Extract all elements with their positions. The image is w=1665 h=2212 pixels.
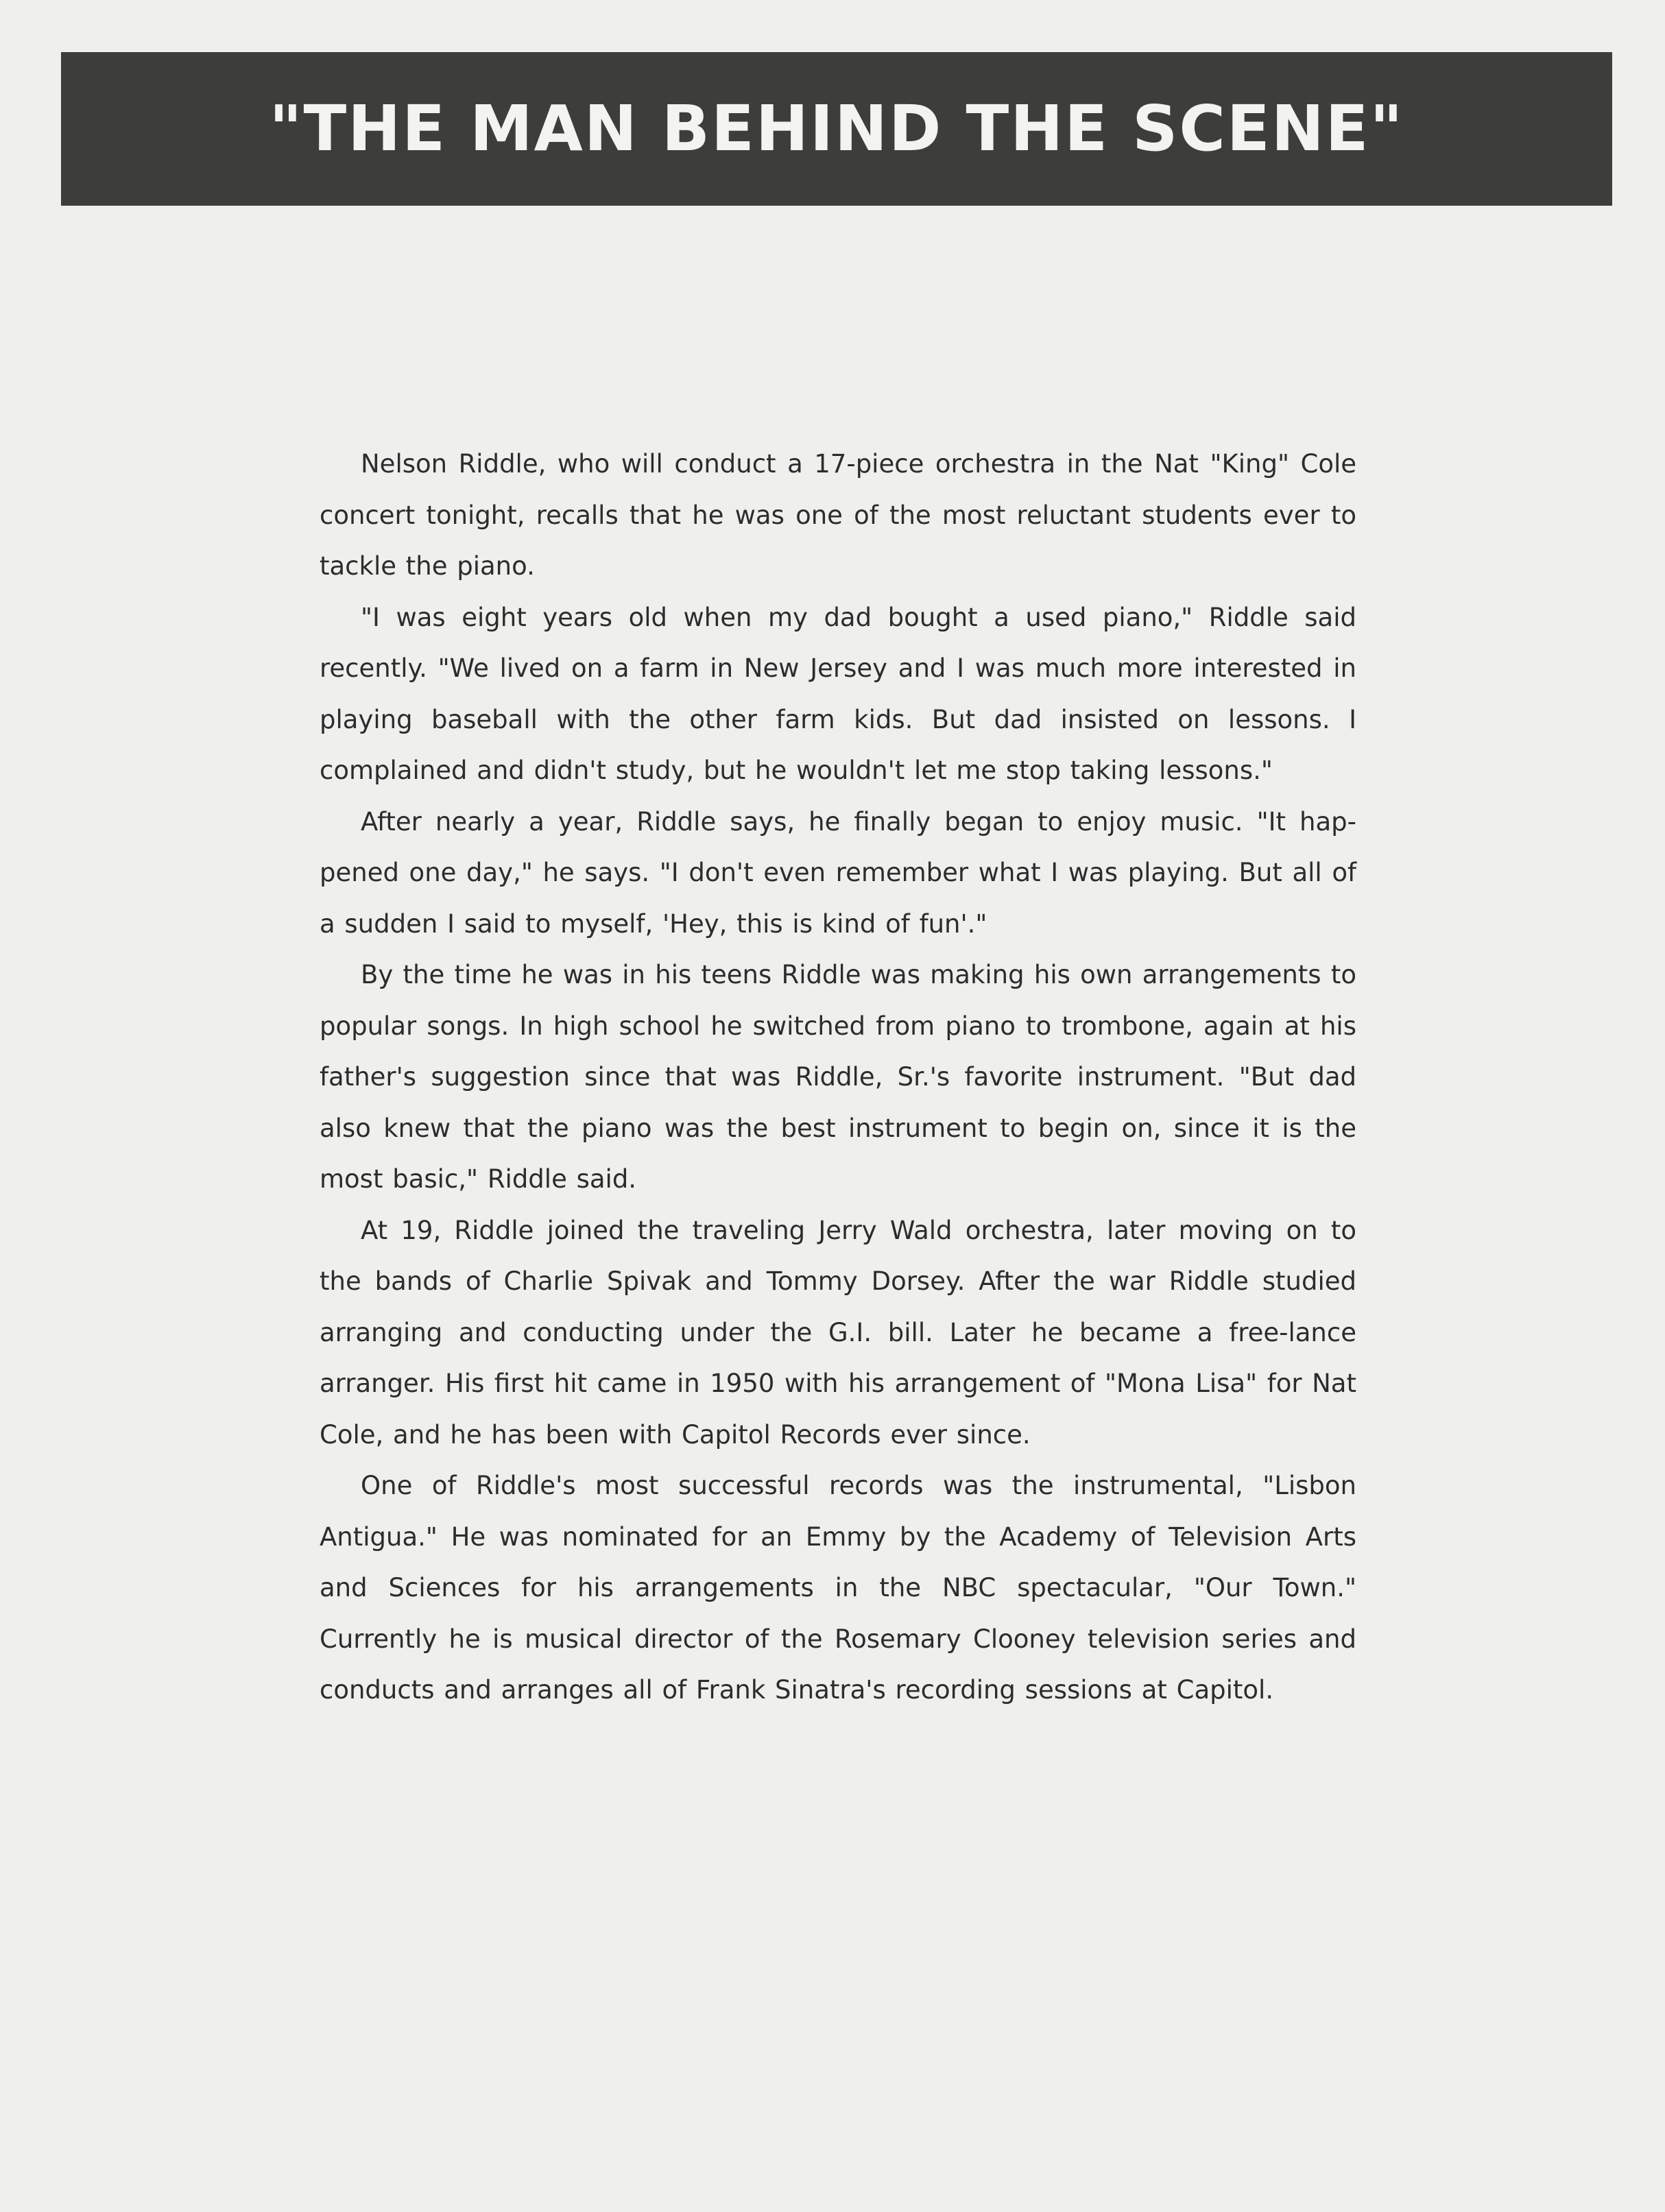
paragraph: After nearly a year, Riddle says, he finally began to enjoy music. "It hap-pened one day," he says. "I don't even remember what I was playing. But all of a sudden I said to myself, 'Hey, this is kind of fun'." (320, 806, 1356, 939)
page-title: "THE MAN BEHIND THE SCENE" (269, 92, 1404, 165)
article-body (320, 439, 1356, 1716)
paragraph: "I was eight years old when my dad bought a used piano," Riddle said recently. "We lived on a farm in New Jersey and I was much more interested in playing baseball with the other farm kids. But dad insisted on lessons. I complained and didn't study, but he wouldn't let me stop taking lessons." (320, 602, 1356, 785)
paragraph: Nelson Riddle, who will conduct a 17-piece orchestra in the Nat "King" Cole concert tonight, recalls that he was one of the most reluctant students ever to tackle the piano. (320, 449, 1356, 581)
title-banner (61, 52, 1612, 206)
paragraph: At 19, Riddle joined the traveling Jerry Wald orchestra, later moving on to the bands of Charlie Spivak and Tommy Dorsey. After the war Riddle studied arranging and conducting under the G.I. bill. Later he became a free-lance arranger. His first hit came in 1950 with his arrangement of "Mona Lisa" for Nat Cole, and he has been with Capitol Records ever since. (320, 1215, 1356, 1450)
paragraph: By the time he was in his teens Riddle was making his own arrangements to popular songs. In high school he switched from piano to trombone, again at his father's suggestion since that was Riddle, Sr.'s favorite instrument. "But dad also knew that the piano was the best instrument to begin on, since it is the most basic," Riddle said. (320, 960, 1356, 1194)
paragraph: One of Riddle's most successful records was the instrumental, "Lisbon Antigua." He was nominated for an Emmy by the Academy of Television Arts and Sciences for his arrangements in the NBC spectacular, "Our Town." Currently he is musical director of the Rosemary Clooney television series and conducts and arranges all of Frank Sinatra's recording sessions at Capitol. (320, 1471, 1356, 1705)
